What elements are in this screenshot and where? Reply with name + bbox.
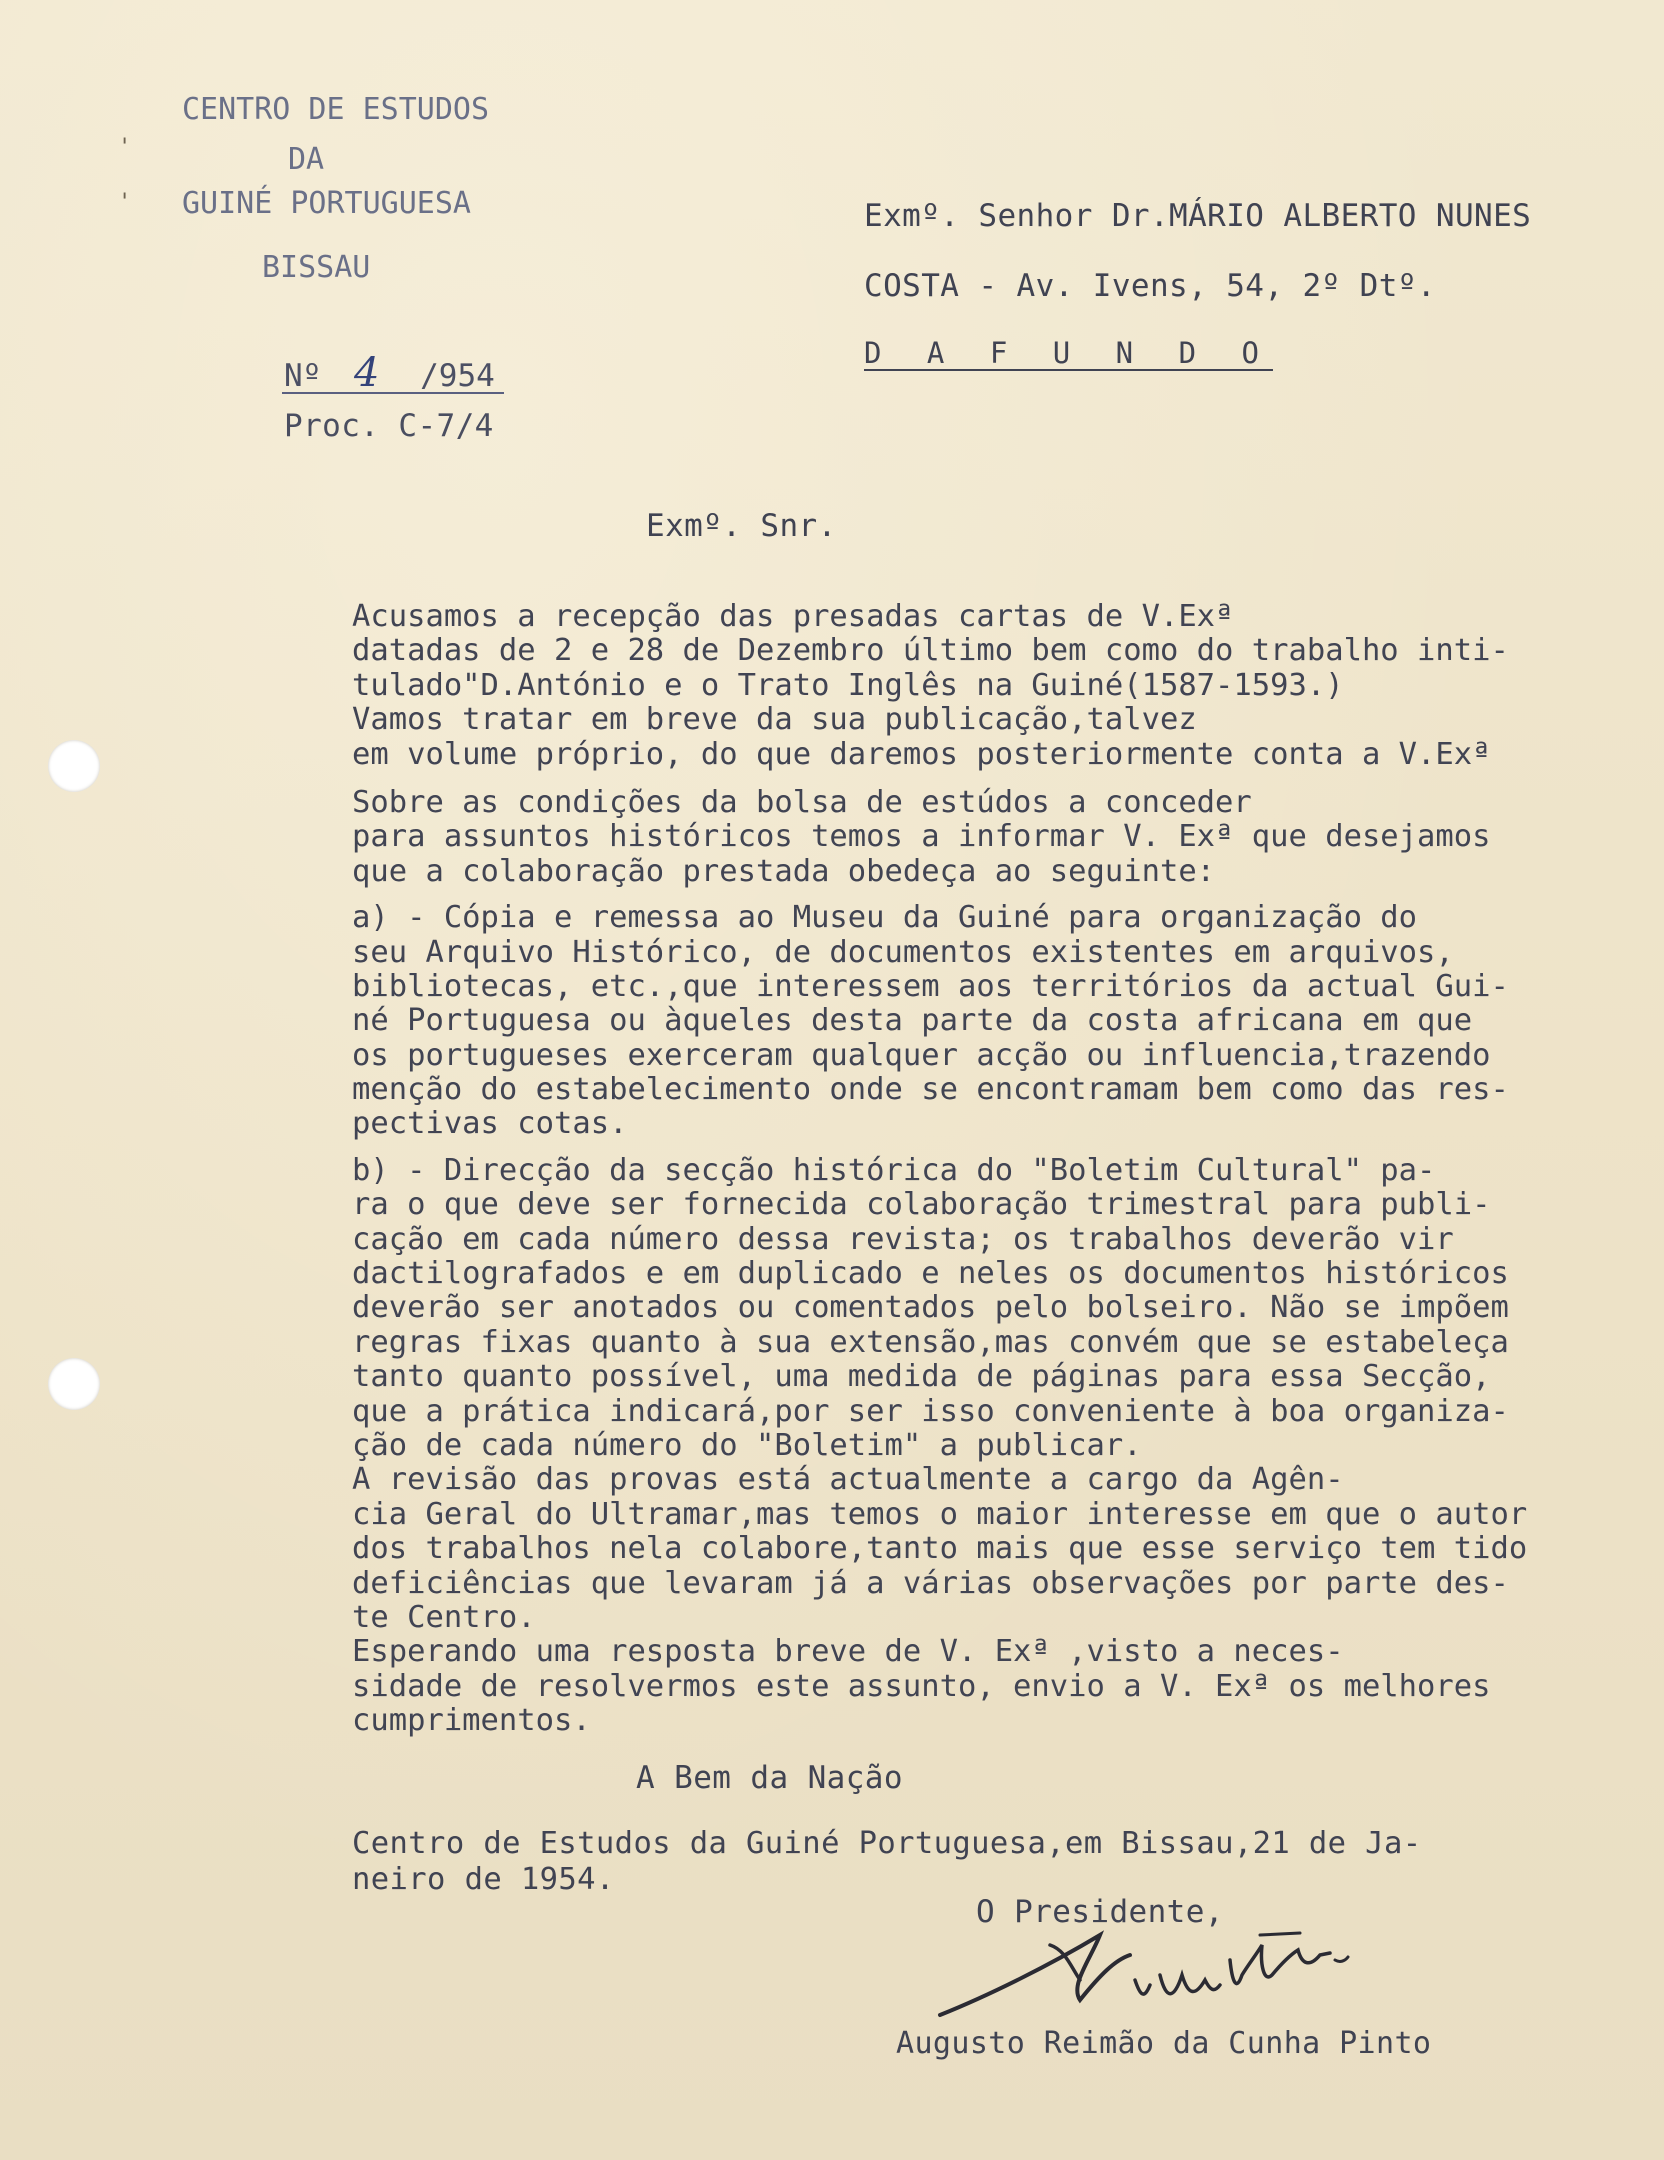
body-line: sidade de resolvermos este assunto, envio a V. Exª os melhores — [352, 1668, 1491, 1704]
body-line: dos trabalhos nela colabore,tanto mais que esse serviço tem tido — [352, 1531, 1528, 1567]
signer-name: Augusto Reimão da Cunha Pinto — [896, 2026, 1432, 2061]
body-line: Acusamos a recepção das presadas cartas de V.Exª — [352, 599, 1234, 634]
body-line: bibliotecas, etc.,que interessem aos territórios da actual Gui- — [352, 968, 1509, 1004]
reference-year: /954 — [420, 358, 495, 394]
process-number: Proc. C-7/4 — [284, 408, 494, 444]
salutation: Exmº. Snr. — [646, 508, 837, 544]
addressee-city: D A F U N D O — [864, 336, 1273, 370]
handwritten-signature — [930, 1905, 1430, 2035]
body-line: os portugueses exerceram qualquer acção ou influencia,trazendo — [352, 1037, 1491, 1073]
reference-number — [284, 350, 495, 396]
body-line: ção de cada número do "Boletim" a publicar. — [352, 1427, 1142, 1463]
place-date-line-2: neiro de 1954. — [352, 1862, 615, 1897]
body-line: deverão ser anotados ou comentados pelo bolseiro. Não se impõem — [352, 1290, 1509, 1326]
body-line: que a colaboração prestada obedeça ao seguinte: — [352, 853, 1216, 889]
body-line: tulado"D.António e o Trato Inglês na Guiné(1587-1593.) — [352, 667, 1344, 703]
body-line: b) - Direcção da secção histórica do "Boletim Cultural" pa- — [352, 1152, 1436, 1188]
place-date-line-1: Centro de Estudos da Guiné Portuguesa,em Bissau,21 de Ja- — [352, 1826, 1422, 1861]
body-line: cia Geral do Ultramar,mas temos o maior interesse em que o autor — [352, 1496, 1528, 1532]
margin-mark: ꞌ — [118, 135, 132, 160]
addressee-line-1: Exmº. Senhor Dr.MÁRIO ALBERTO NUNES — [864, 198, 1532, 234]
body-line: cumprimentos. — [352, 1703, 591, 1739]
body-line: a) - Cópia e remessa ao Museu da Guiné para organização do — [352, 900, 1418, 936]
letter-body — [352, 600, 1632, 1739]
body-line: pectivas cotas. — [352, 1106, 628, 1142]
reference-underline — [282, 392, 504, 394]
reference-handwritten-number: 4 — [354, 350, 380, 396]
body-line: seu Arquivo Histórico, de documentos existentes em arquivos, — [352, 934, 1454, 970]
body-line: Esperando uma resposta breve de V. Exª ,visto a neces- — [352, 1634, 1344, 1670]
punch-hole-top — [48, 740, 100, 792]
reference-prefix: Nº — [284, 358, 322, 394]
letterhead-line-2: DA — [288, 142, 325, 177]
body-line: tanto quanto possível, uma medida de páginas para essa Secção, — [352, 1359, 1491, 1395]
signatory-title: O Presidente, — [976, 1894, 1224, 1930]
body-line: deficiências que levaram já a várias observações por parte des- — [352, 1565, 1509, 1601]
punch-hole-bottom — [48, 1358, 100, 1410]
letterhead-line-4: BISSAU — [262, 250, 371, 285]
addressee-line-2: COSTA - Av. Ivens, 54, 2º Dtº. — [864, 268, 1436, 304]
body-line: A revisão das provas está actualmente a cargo da Agên- — [352, 1462, 1344, 1498]
body-line: que a prática indicará,por ser isso conveniente à boa organiza- — [352, 1393, 1509, 1429]
body-line: Vamos tratar em breve da sua publicação,talvez — [352, 702, 1197, 738]
body-line: dactilografados e em duplicado e neles os documentos históricos — [352, 1256, 1509, 1292]
margin-mark: ꞌ — [118, 190, 132, 215]
body-line: te Centro. — [352, 1599, 536, 1635]
body-line: regras fixas quanto à sua extensão,mas convém que se estabeleça — [352, 1324, 1509, 1360]
letterhead-line-3: GUINÉ PORTUGUESA — [182, 186, 471, 221]
body-line: ra o que deve ser fornecida colaboração trimestral para publi- — [352, 1187, 1491, 1223]
body-line: né Portuguesa ou àqueles desta parte da costa africana em que — [352, 1003, 1473, 1039]
body-line: datadas de 2 e 28 de Dezembro último bem como do trabalho inti- — [352, 633, 1509, 669]
letterhead-line-1: CENTRO DE ESTUDOS — [182, 92, 490, 127]
body-line: cação em cada número dessa revista; os trabalhos deverão vir — [352, 1221, 1454, 1257]
closing-motto: A Bem da Nação — [636, 1760, 903, 1796]
body-line: Sobre as condições da bolsa de estúdos a conceder — [352, 784, 1252, 820]
body-line: menção do estabelecimento onde se encontramam bem como das res- — [352, 1072, 1509, 1108]
body-line: para assuntos históricos temos a informar V. Exª que desejamos — [352, 819, 1491, 855]
body-line: em volume próprio, do que daremos posteriormente conta a V.Exª — [352, 736, 1491, 772]
